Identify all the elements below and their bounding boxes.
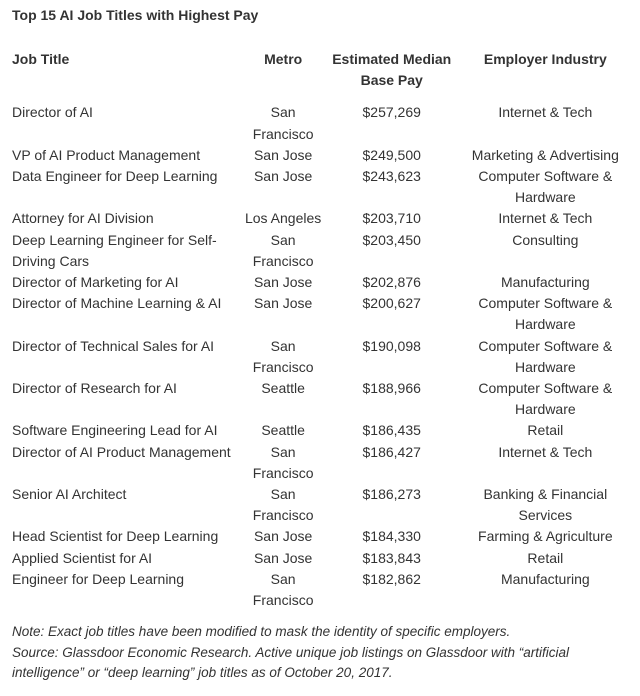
- table-row: [8, 166, 632, 208]
- cell-job-title: Data Engineer for Deep Learning: [12, 168, 218, 185]
- cell-job-title: Director of Marketing for AI: [12, 274, 179, 291]
- page-title: Top 15 AI Job Titles with Highest Pay: [12, 7, 259, 23]
- cell-pay: $202,876: [362, 274, 421, 291]
- cell-industry: Manufacturing: [500, 274, 590, 291]
- cell-pay: $203,710: [362, 210, 421, 227]
- table-row: [8, 102, 632, 144]
- table-row: [8, 230, 632, 272]
- cell-pay: $203,450: [362, 231, 421, 248]
- cell-metro: Los Angeles: [244, 210, 322, 227]
- cell-job-title: VP of AI Product Management: [12, 146, 201, 163]
- header-job-title: Job Title: [12, 51, 70, 67]
- cell-job-title: Deep Learning Engineer for Self-Driving Cars: [12, 231, 217, 269]
- cell-metro: San Jose: [253, 146, 313, 163]
- cell-metro: San Francisco: [252, 231, 314, 269]
- table-row: [8, 378, 632, 420]
- table-row: [8, 336, 632, 378]
- header-metro: Metro: [264, 51, 303, 67]
- cell-job-title: Senior AI Architect: [12, 486, 127, 503]
- cell-industry: Farming & Agriculture: [478, 528, 613, 545]
- table-row: [8, 548, 632, 569]
- cell-pay: $257,269: [362, 104, 421, 121]
- cell-industry: Banking & Financial Services: [483, 486, 608, 524]
- cell-pay: $184,330: [362, 528, 421, 545]
- table-row: [8, 420, 632, 441]
- ai-pay-table: [8, 49, 632, 611]
- source-text: Source: Glassdoor Economic Research. Active unique job listings on Glassdoor with “artificial intelligence” or “deep learning” job titles as of October 20, 2017.: [12, 644, 570, 680]
- cell-pay: $249,500: [362, 146, 421, 163]
- cell-pay: $190,098: [362, 337, 421, 354]
- header-industry: Employer Industry: [483, 51, 607, 67]
- cell-industry: Marketing & Advertising: [471, 146, 619, 163]
- cell-metro: San Francisco: [252, 337, 314, 375]
- cell-pay: $188,966: [362, 380, 421, 397]
- cell-job-title: Software Engineering Lead for AI: [12, 422, 218, 439]
- cell-metro: San Jose: [253, 168, 313, 185]
- cell-industry: Internet & Tech: [498, 210, 593, 227]
- cell-job-title: Director of AI Product Management: [12, 443, 231, 460]
- cell-industry: Internet & Tech: [498, 443, 593, 460]
- cell-industry: Computer Software & Hardware: [478, 337, 613, 375]
- table-row: [8, 569, 632, 611]
- cell-pay: $186,427: [362, 443, 421, 460]
- cell-pay: $200,627: [362, 295, 421, 312]
- table-row: [8, 526, 632, 547]
- cell-job-title: Director of Machine Learning & AI: [12, 295, 222, 312]
- table-row: [8, 145, 632, 166]
- table-row: [8, 484, 632, 526]
- cell-industry: Retail: [527, 549, 564, 566]
- cell-industry: Computer Software & Hardware: [478, 168, 613, 206]
- table-row: [8, 208, 632, 229]
- table-row: [8, 272, 632, 293]
- table-row: [8, 293, 632, 335]
- cell-job-title: Director of Technical Sales for AI: [12, 337, 215, 354]
- cell-metro: Seattle: [261, 422, 305, 439]
- footnotes: [12, 622, 622, 684]
- cell-metro: San Jose: [253, 295, 313, 312]
- table-header-row: [8, 49, 632, 102]
- cell-metro: San Francisco: [252, 486, 314, 524]
- cell-metro: San Jose: [253, 549, 313, 566]
- cell-industry: Retail: [527, 422, 564, 439]
- cell-metro: San Jose: [253, 528, 313, 545]
- table-body: [8, 102, 632, 611]
- cell-metro: Seattle: [261, 380, 305, 397]
- table-row: [8, 442, 632, 484]
- cell-pay: $243,623: [362, 168, 421, 185]
- cell-industry: Manufacturing: [500, 570, 590, 587]
- cell-job-title: Director of Research for AI: [12, 380, 177, 397]
- cell-job-title: Applied Scientist for AI: [12, 549, 153, 566]
- note-text: Note: Exact job titles have been modified to mask the identity of specific employers.: [12, 624, 511, 639]
- cell-industry: Computer Software & Hardware: [478, 295, 613, 333]
- header-pay: Estimated Median Base Pay: [332, 51, 452, 89]
- cell-industry: Consulting: [512, 231, 579, 248]
- cell-industry: Computer Software & Hardware: [478, 380, 613, 418]
- cell-job-title: Attorney for AI Division: [12, 210, 154, 227]
- cell-metro: San Francisco: [252, 443, 314, 481]
- cell-job-title: Head Scientist for Deep Learning: [12, 528, 219, 545]
- cell-metro: San Jose: [253, 274, 313, 291]
- cell-metro: San Francisco: [252, 104, 314, 142]
- cell-metro: San Francisco: [252, 570, 314, 609]
- cell-industry: Internet & Tech: [498, 104, 593, 121]
- cell-job-title: Engineer for Deep Learning: [12, 570, 185, 587]
- cell-job-title: Director of AI: [12, 104, 93, 121]
- cell-pay: $182,862: [362, 570, 421, 587]
- cell-pay: $186,435: [362, 422, 421, 439]
- cell-pay: $186,273: [362, 486, 421, 503]
- cell-pay: $183,843: [362, 549, 421, 566]
